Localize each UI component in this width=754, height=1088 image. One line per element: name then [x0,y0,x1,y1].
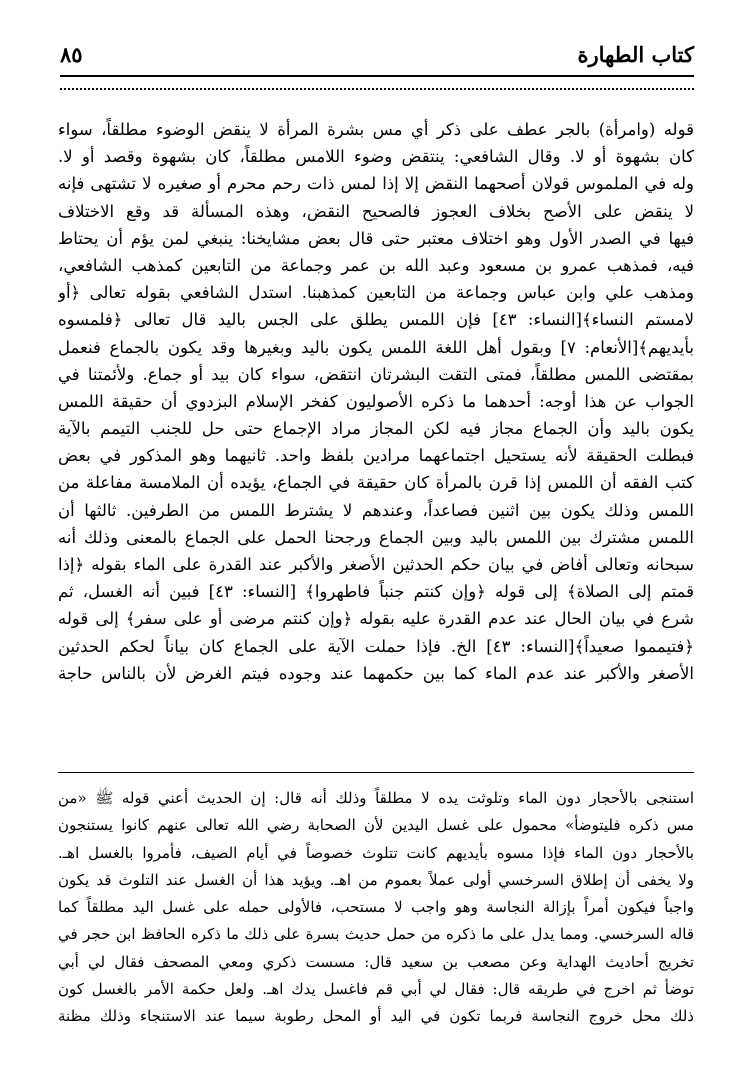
text-line: الجواب عن هذا أوجه: أحدهما ما ذكره الأصوليون كفخر الإسلام البزدوي أن حقيقة اللمس [58,391,694,411]
main-text-block [58,116,694,770]
dotted-divider [60,88,694,90]
text-line: يكون باليد وأن الجماع مجاز فيه لكن المجاز مراد الإجماع حتى حل للجنب التيمم بالآية [58,419,694,439]
footnote-line: استنجى بالأحجار دون الماء وتلوثت يده لا مطلقاً وذلك أنه قال: إن الحديث أعني قوله ﷺ «من [58,789,694,807]
text-line: فيه، فمذهب عمرو بن مسعود وعبد الله بن عمر وجماعة من التابعين كمذهب الشافعي، [58,255,694,275]
page-number: ٨٥ [60,42,83,67]
text-line: وله في الملموس قولان أصحهما النقض إلا إذا لمس ذات رحم محرم أو صغيره لا تشتهى فإنه [58,174,694,194]
footnote-line: واجباً فيكون أمراً بإزالة النجاسة وهو واجب لا مستحب، فالأولى حمله على غسل اليد مطلقاً كما [58,898,694,917]
footnote-line: بالأحجار دون الماء فإذا مسوه بأيديهم كانت تتلوث خصوصاً في أيام الصيف، فأمروا بالغسل اهـ. [58,843,694,862]
text-line: بأيديهم﴾[الأنعام: ٧] وبقول أهل اللغة اللمس يكون باليد وبغيرها وقد يكون بالجماع فنعمل [58,337,694,357]
footnote-line: قاله السرخسي. ومما يدل على ما ذكره من حمل حديث بسرة على ذلك ما ذكره الحافظ ابن حجر في [58,925,694,944]
footnote-line: توضأ ثم اخرج في طريقه قال: فقال لي أبي قم فاغسل يدك اهـ. ولعل حكمة الأمر بالغسل كون [58,980,694,999]
text-line: كتب الفقه أن اللمس إذا قرن بالمرأة كان حقيقة في الجماع، يؤيده أن الملامسة مفاعلة من [58,473,694,493]
footnote-line: ولا يخفى أن إطلاق السرخسي أولى عملاً بعموم من اهـ. ويؤيد هذا أن الغسل عند التلوث قد يكون [58,870,694,889]
footnote-line: تخريج أحاديث الهداية وعن مصعب بن سعيد قال: مسست ذكري ومعي المصحف فقال لي أبي [58,952,694,971]
book-title: كتاب الطهارة [577,42,694,67]
text-line: اللمس مشترك بين اللمس باليد وبين الجماع ورجحنا الحمل على الجماع بالمعنى وذلك أنه [58,527,694,547]
text-line: قمتم إلى الصلاة﴾ إلى قوله ﴿وإن كنتم جنباً فاطهروا﴾ [النساء: ٤٣] فبين أنه الغسل، ثم [58,582,694,602]
page-header [60,42,694,72]
text-line: قوله (وامرأة) بالجر عطف على ذكر أي مس بشرة المرأة لا ينقض الوضوء مطلقاً، سواء [58,120,694,139]
text-line: ومذهب علي وابن عباس وجماعة من التابعين كمذهبنا. استدل الشافعي بقوله تعالى ﴿أو [58,283,694,303]
text-line: لامستم النساء﴾[النساء: ٤٣] فإن اللمس يطلق على الجس باليد قال تعالى ﴿فلمسوه [58,310,694,330]
footnote-line: ذلك محل خروج النجاسة فربما تكون في اليد أو المحل رطوبة سيما عند الاستنجاء وذلك مظنة [58,1007,694,1026]
text-line: فيها في الصدر الأول وهو اختلاف معتبر حتى قال بعض مشايخنا: ينبغي لمن يؤم أن يحتاط [58,228,694,248]
text-line: بمقتضى اللمس مطلقاً، فمتى التقت البشرتان انتقض، سواء كان بيد أو جماع. ولأئمتنا في [58,364,694,384]
text-line: الأصغر والأكبر عند عدم الماء كما بين حكمهما عند وجوده فيتم الغرض لأن بالناس حاجة [58,663,694,683]
text-line: شرع في بيان الحال عند عدم القدرة عليه بقوله ﴿وإن كنتم مرضى أو على سفر﴾ إلى قوله [58,609,694,629]
text-line: لا ينقض على الأصح بخلاف العجوز فالصحيح النقض، وهذه المسألة قد وقع الاختلاف [58,201,694,221]
text-line: كان بشهوة أو لا. وقال الشافعي: ينتقض وضوء اللامس مطلقاً، كان بشهوة وقصد أو لا. [58,147,694,167]
header-rule [60,75,694,77]
text-line: سبحانه وتعالى أفاض في بيان حكم الحدثين الأصغر والأكبر عند القدرة على الماء بقوله ﴿إذا [58,555,694,574]
text-line: اللمس وذلك يكون بين اثنين فصاعداً، وعندهم لا يشترط اللمس من الطرفين. ثالثها أن [58,500,694,520]
footnote-block [58,785,694,1045]
text-line: فبطلت الحقيقة لأنه يستحيل اجتماعهما مرادين بلفظ واحد. ثانيهما وهو المذكور في بعض [58,446,694,466]
footnote-divider [58,772,694,773]
footnote-line: مس ذكره فليتوضأ» محمول على غسل اليدين لأن الصحابة رضي الله تعالى عنهم كانوا يستنجون [58,816,694,835]
text-line: ﴿فتيمموا صعيداً﴾[النساء: ٤٣] الخ. فإذا حملت الآية على الجماع كان بياناً لحكم الحدثين [58,636,694,656]
